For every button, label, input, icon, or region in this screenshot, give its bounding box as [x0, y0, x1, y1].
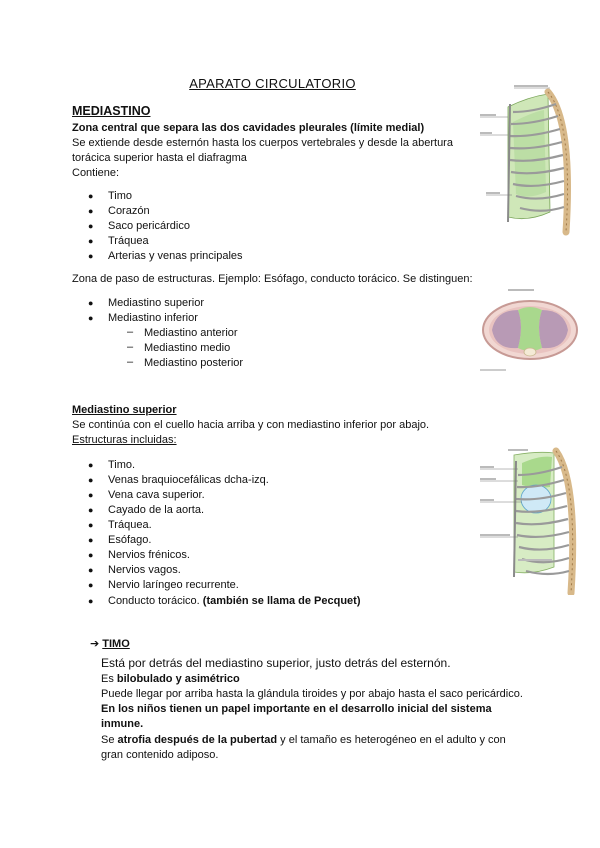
timo-atrofia-line: Se atrofia después de la pubertad y el tamaño es heterogéneo en el adulto y con	[101, 734, 506, 746]
list-item: Mediastino inferior	[108, 312, 198, 324]
mediastino-extent-line2: torácica superior hasta el diafragma	[72, 152, 247, 164]
list-item: Tráquea	[108, 235, 149, 247]
arrow-right-icon: ➔	[90, 638, 100, 650]
mediastinum-lateral-figure	[478, 82, 578, 237]
list-item: Mediastino superior	[108, 297, 204, 309]
bullet-icon: ●	[88, 221, 94, 231]
timo-location: Está por detrás del mediastino superior, justo detrás del esternón.	[101, 656, 451, 670]
list-item: Cayado de la aorta.	[108, 504, 205, 516]
bullet-icon: ●	[88, 535, 94, 545]
list-item: Timo	[108, 190, 133, 202]
pecquet-note: (también se llama de Pecquet)	[202, 595, 361, 607]
bullet-icon: ●	[88, 313, 94, 323]
list-item: Nervios frénicos.	[108, 549, 190, 561]
zona-paso-text: Zona de paso de estructuras. Ejemplo: Esófago, conducto torácico. Se distinguen:	[72, 273, 473, 285]
bullet-icon: ●	[88, 490, 94, 500]
mediastinum-lateral-illustration	[480, 85, 568, 232]
bullet-icon: ●	[88, 550, 94, 560]
list-item: Mediastino posterior	[144, 357, 244, 369]
bullet-icon: ●	[88, 565, 94, 575]
bullet-icon: ●	[88, 580, 94, 590]
bullet-icon: ●	[88, 596, 94, 606]
timo-reach: Puede llegar por arriba hasta la glándula tiroides y por abajo hasta el saco pericárdico.	[101, 688, 523, 700]
mediastino-extent-line1: Se extiende desde esternón hasta los cuerpos vertebrales y desde la abertura	[72, 137, 453, 149]
bullet-icon: ●	[88, 460, 94, 470]
bullet-icon: ●	[88, 206, 94, 216]
superior-continues: Se continúa con el cuello hacia arriba y con mediastino inferior por abajo.	[72, 419, 430, 431]
section-heading-mediastino-superior: Mediastino superior	[72, 404, 177, 416]
timo-heading: ➔ TIMO	[90, 638, 130, 650]
thorax-cross-section-figure	[478, 286, 580, 374]
list-item: Saco pericárdico	[108, 220, 190, 232]
list-item: Mediastino anterior	[144, 327, 238, 339]
bullet-icon: ●	[88, 251, 94, 261]
superior-mediastinum-figure	[478, 447, 583, 595]
contains-label: Contiene:	[72, 167, 120, 179]
dash-icon: –	[127, 326, 134, 338]
list-item: Corazón	[108, 205, 150, 217]
bullet-icon: ●	[88, 191, 94, 201]
timo-atrofia-line2: gran contenido adiposo.	[101, 749, 219, 761]
bullet-icon: ●	[88, 475, 94, 485]
dash-icon: –	[127, 356, 134, 368]
timo-children-line2: inmune.	[101, 718, 144, 730]
list-item: Venas braquiocefálicas dcha-izq.	[108, 474, 269, 486]
list-item: Nervio laríngeo recurrente.	[108, 579, 239, 591]
list-item: Vena cava superior.	[108, 489, 205, 501]
list-item: Tráquea.	[108, 519, 152, 531]
bullet-icon: ●	[88, 298, 94, 308]
section-heading-mediastino: MEDIASTINO	[72, 104, 151, 118]
list-item: Timo.	[108, 459, 136, 471]
list-item: Esófago.	[108, 534, 152, 546]
list-item: Mediastino medio	[144, 342, 231, 354]
timo-children-line1: En los niños tienen un papel importante en el desarrollo inicial del sistema	[101, 703, 492, 715]
bullet-icon: ●	[88, 520, 94, 530]
list-item: Conducto torácico. (también se llama de Pecquet)	[108, 595, 361, 607]
superior-mediastinum-illustration	[480, 449, 573, 593]
structures-label: Estructuras incluidas:	[72, 434, 177, 446]
page-title: APARATO CIRCULATORIO	[189, 76, 356, 91]
mediastino-definition: Zona central que separa las dos cavidades pleurales (límite medial)	[72, 122, 425, 134]
timo-es-line: Es bilobulado y asimétrico	[101, 673, 240, 685]
list-item: Nervios vagos.	[108, 564, 181, 576]
bullet-icon: ●	[88, 505, 94, 515]
bullet-icon: ●	[88, 236, 94, 246]
thorax-cross-section-illustration	[480, 289, 577, 371]
dash-icon: –	[127, 341, 134, 353]
list-item: Arterias y venas principales	[108, 250, 243, 262]
